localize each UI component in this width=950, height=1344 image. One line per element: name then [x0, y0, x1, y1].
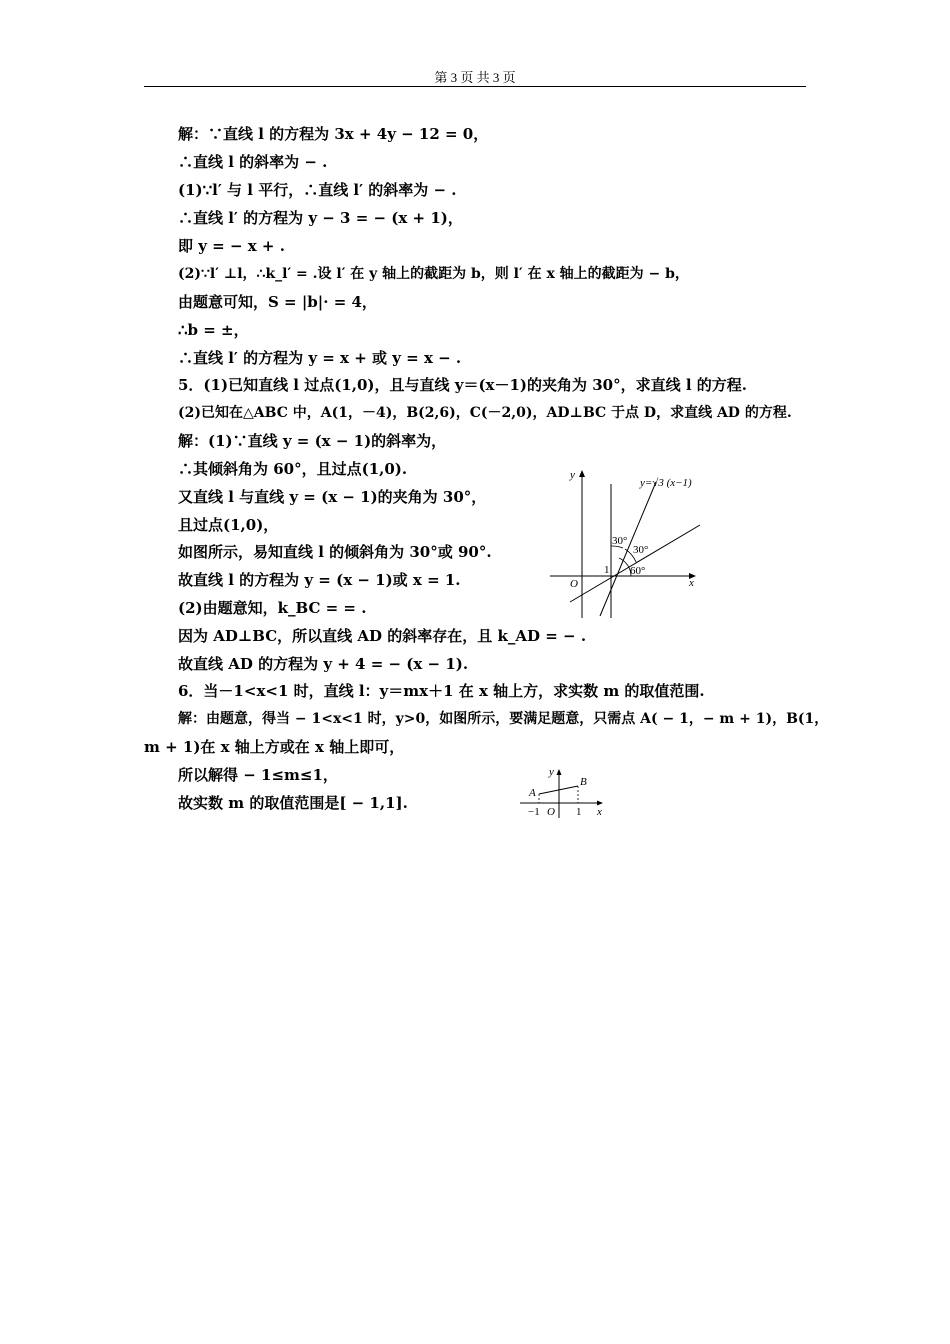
- text-line: ∴其倾斜角为 60°，且过点(1,0).: [178, 460, 408, 478]
- text-line: ∴直线 l′ 的方程为 y − 3 = − (x + 1)，: [178, 209, 463, 227]
- angle-label-60: 60°: [630, 565, 646, 577]
- page-header: 第 3 页 共 3 页: [434, 70, 516, 85]
- y-axis-label: y: [549, 766, 554, 778]
- range-figure: [518, 764, 608, 820]
- text-line: ∴直线 l 的斜率为 − .: [178, 153, 328, 171]
- point-a-label: A: [529, 787, 536, 799]
- origin-label: O: [547, 806, 555, 818]
- text-line: 且过点(1,0)，: [178, 516, 279, 534]
- one-label: 1: [576, 806, 582, 818]
- text-line: (1)∵l′ 与 l 平行，∴直线 l′ 的斜率为 − .: [178, 181, 457, 199]
- text-line: (2)由题意知，k_BC = = .: [178, 599, 367, 617]
- text-line: 故直线 AD 的方程为 y + 4 = − (x − 1).: [178, 655, 469, 673]
- question-6: 6．当－1<x<1 时，直线 l：y＝mx＋1 在 x 轴上方，求实数 m 的取值范围.: [178, 682, 705, 700]
- point-one-label: 1: [604, 564, 610, 576]
- line-equation-label: y=√3 (x−1): [640, 477, 692, 489]
- minus-one-label: −1: [528, 806, 540, 818]
- y-axis-arrow: [557, 769, 562, 775]
- origin-label: O: [570, 578, 578, 590]
- text-line: 解：由题意，得当 − 1<x<1 时，y>0，如图所示，要满足题意，只需点 A( − 1，− m + 1)，B(1，: [178, 711, 829, 727]
- text-line: 故直线 l 的方程为 y = (x − 1)或 x = 1.: [178, 571, 461, 589]
- y-axis-label: y: [570, 469, 575, 481]
- x-axis-label: x: [597, 806, 602, 818]
- text-line: 所以解得 − 1≤m≤1，: [178, 766, 338, 784]
- x-axis-label: x: [689, 577, 694, 589]
- text-line: (2)∵l′ ⊥l，∴k_l′ = .设 l′ 在 y 轴上的截距为 b，则 l′ 在 x 轴上的截距为 − b，: [178, 266, 689, 282]
- text-line: 即 y = − x + .: [178, 237, 285, 255]
- question-5-part-1: 5．(1)已知直线 l 过点(1,0)，且与直线 y＝(x－1)的夹角为 30°，求直线 l 的方程.: [178, 376, 747, 394]
- text-line: 由题意可知，S = |b|· = 4，: [178, 293, 377, 311]
- line-l-30deg: [570, 525, 700, 602]
- question-5-part-2: (2)已知在△ABC 中，A(1，－4)，B(2,6)，C(－2,0)，AD⊥BC 于点 D，求直线 AD 的方程.: [178, 405, 792, 421]
- text-line: ∴b = ±，: [178, 321, 249, 339]
- angle-label-30-b: 30°: [633, 544, 649, 556]
- text-line: ∴直线 l′ 的方程为 y = x + 或 y = x − .: [178, 349, 462, 367]
- point-b-label: B: [580, 776, 587, 788]
- text-line: 如图所示，易知直线 l 的倾斜角为 30°或 90°.: [178, 543, 492, 561]
- text-line: 故实数 m 的取值范围是[ − 1,1].: [178, 794, 408, 812]
- text-line: 解：(1)∵直线 y = (x − 1)的斜率为，: [178, 432, 447, 450]
- header-rule: [144, 86, 806, 87]
- angle-figure: [548, 462, 708, 622]
- text-line: m + 1)在 x 轴上方或在 x 轴上即可，: [144, 738, 405, 756]
- x-axis-arrow: [597, 801, 603, 806]
- y-axis-arrow: [579, 470, 585, 477]
- text-line: 又直线 l 与直线 y = (x − 1)的夹角为 30°，: [178, 488, 487, 506]
- text-line: 解：∵直线 l 的方程为 3x + 4y − 12 = 0，: [178, 125, 489, 143]
- text-line: 因为 AD⊥BC，所以直线 AD 的斜率存在，且 k_AD = − .: [178, 627, 587, 645]
- angle-label-30-a: 30°: [612, 535, 628, 547]
